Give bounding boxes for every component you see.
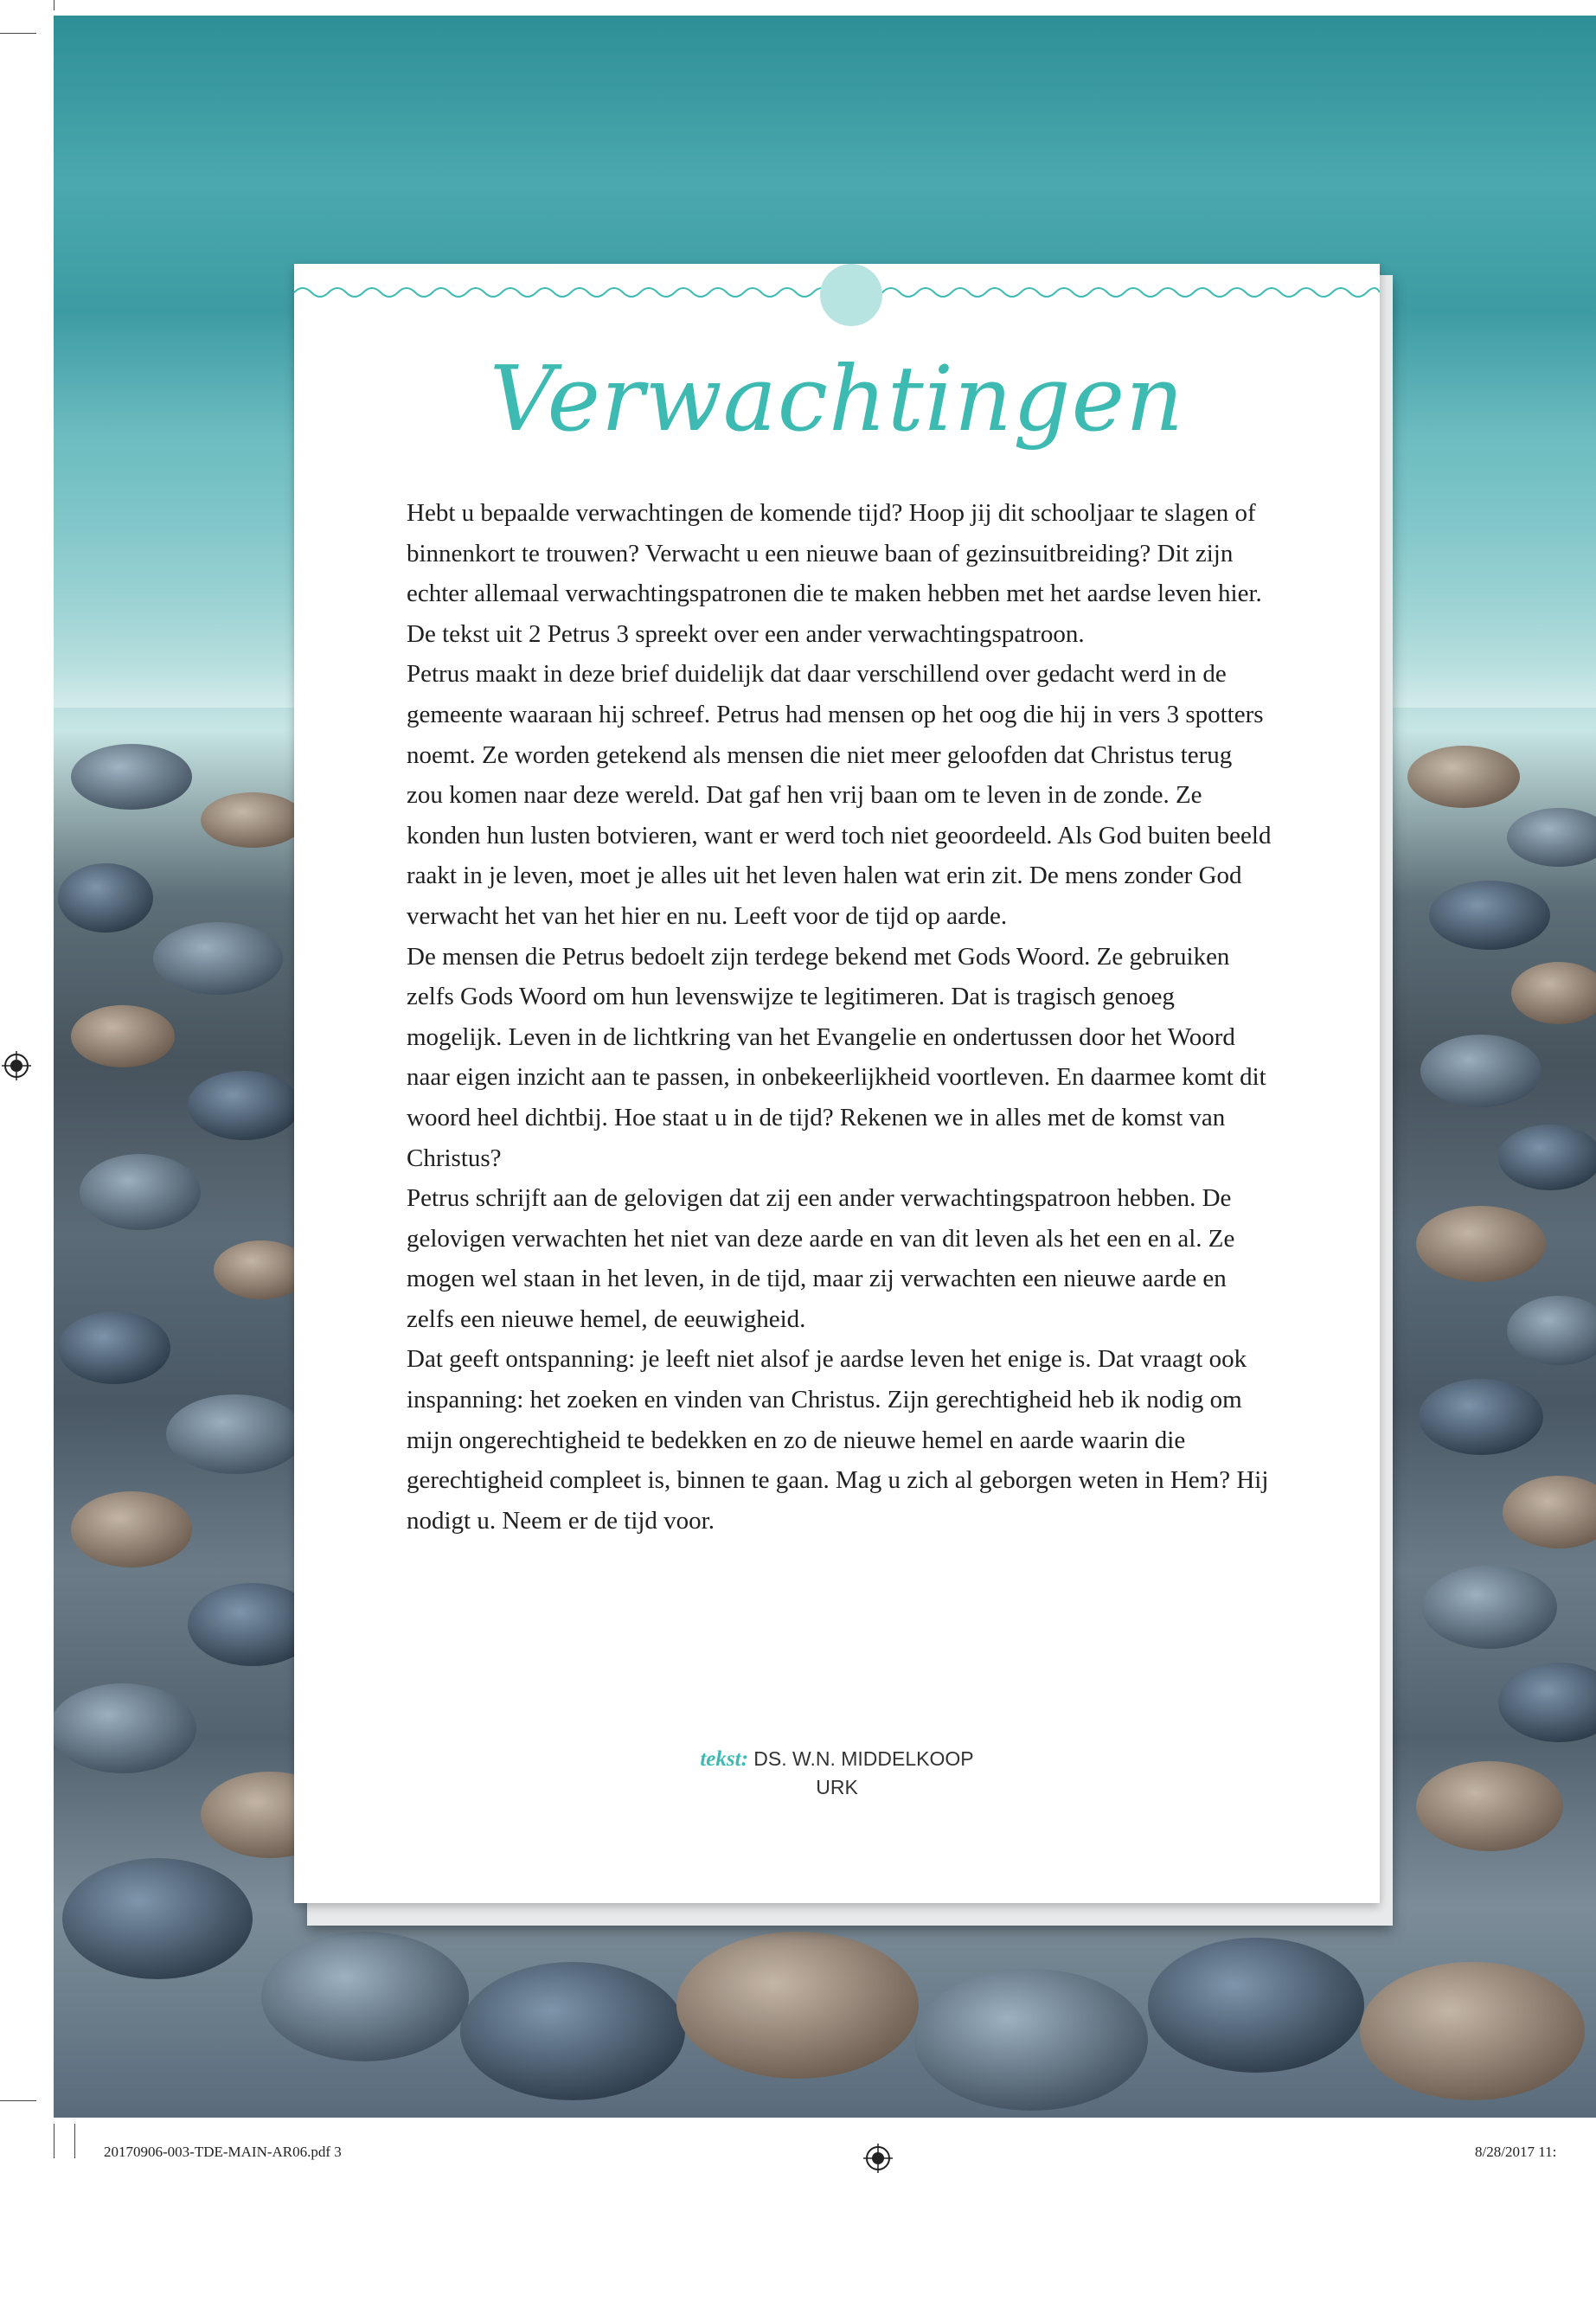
crop-mark [0, 33, 36, 34]
paragraph: Hebt u bepaalde verwachtingen de komende tijd? Hoop jij dit schooljaar te slagen of binnenkort te trouwen? Verwacht u een nieuwe baan of gezinsuitbreiding? Dit zijn echter allemaal verwachtingspatronen die te maken hebben met het aardse leven hier. De tekst uit 2 Petrus 3 spreekt over een ander verwachtingspatroon. [407, 499, 1262, 648]
credit-place: URK [816, 1776, 858, 1798]
article-title: Verwachtingen [489, 346, 1185, 452]
crop-mark [74, 2124, 75, 2158]
footer-date: 8/28/2017 11: [1475, 2144, 1557, 2160]
paragraph: Petrus schrijft aan de gelovigen dat zij een ander verwachtingspatroon hebben. De gelovigen verwachten het niet van deze aarde en van dit leven als het een en al. Ze mogen wel staan in het leven, in de tijd, maar zij verwachten een nieuwe aarde en zelfs een nieuwe hemel, de eeuwigheid. [407, 1184, 1235, 1333]
registration-mark-icon [2, 1051, 31, 1080]
pin-circle [820, 264, 882, 326]
credit-label: tekst: [700, 1747, 748, 1771]
registration-mark-icon [863, 2144, 893, 2173]
footer-file-name: 20170906-003-TDE-MAIN-AR06.pdf 3 [104, 2144, 342, 2160]
credit-author: DS. W.N. MIDDELKOOP [753, 1747, 974, 1770]
article-body [407, 493, 1272, 1541]
author-credit [294, 1745, 1380, 1802]
article-card [294, 264, 1380, 1903]
paragraph: Petrus maakt in deze brief duidelijk dat daar verschillend over gedacht werd in de gemeente waaraan hij schreef. Petrus had mensen op het oog die hij in vers 3 spotters noemt. Ze worden getekend als mensen die niet meer geloofden dat Christus terug zou komen naar deze wereld. Dat gaf hen vrij baan om te leven in de zonde. Ze konden hun lusten botvieren, want er werd toch niet geoordeeld. Als God buiten beeld raakt in je leven, moet je alles uit het leven halen wat erin zit. De mens zonder God verwacht het van het hier en nu. Leeft voor de tijd op aarde. [407, 660, 1272, 930]
paragraph: De mensen die Petrus bedoelt zijn terdege bekend met Gods Woord. Ze gebruiken zelfs Gods Woord om hun levenswijze te legitimeren. Dat is tragisch genoeg mogelijk. Leven in de lichtkring van het Evangelie en ondertussen door het Woord naar eigen inzicht aan te passen, in onbekeerlijkheid voortleven. En daarmee komt dit woord heel dichtbij. Hoe staat u in de tijd? Rekenen we in alles met de komst van Christus? [407, 942, 1266, 1172]
crop-mark [0, 2100, 36, 2101]
paragraph: Dat geeft ontspanning: je leeft niet alsof je aardse leven het enige is. Dat vraagt ook inspanning: het zoeken en vinden van Christus. Zijn gerechtigheid heb ik nodig om mijn ongerechtigheid te bedekken en zo de nieuwe hemel en aarde waarin die gerechtigheid compleet is, binnen te gaan. Mag u zich al geborgen weten in Hem? Hij nodigt u. Neem er de tijd voor. [407, 1345, 1269, 1535]
